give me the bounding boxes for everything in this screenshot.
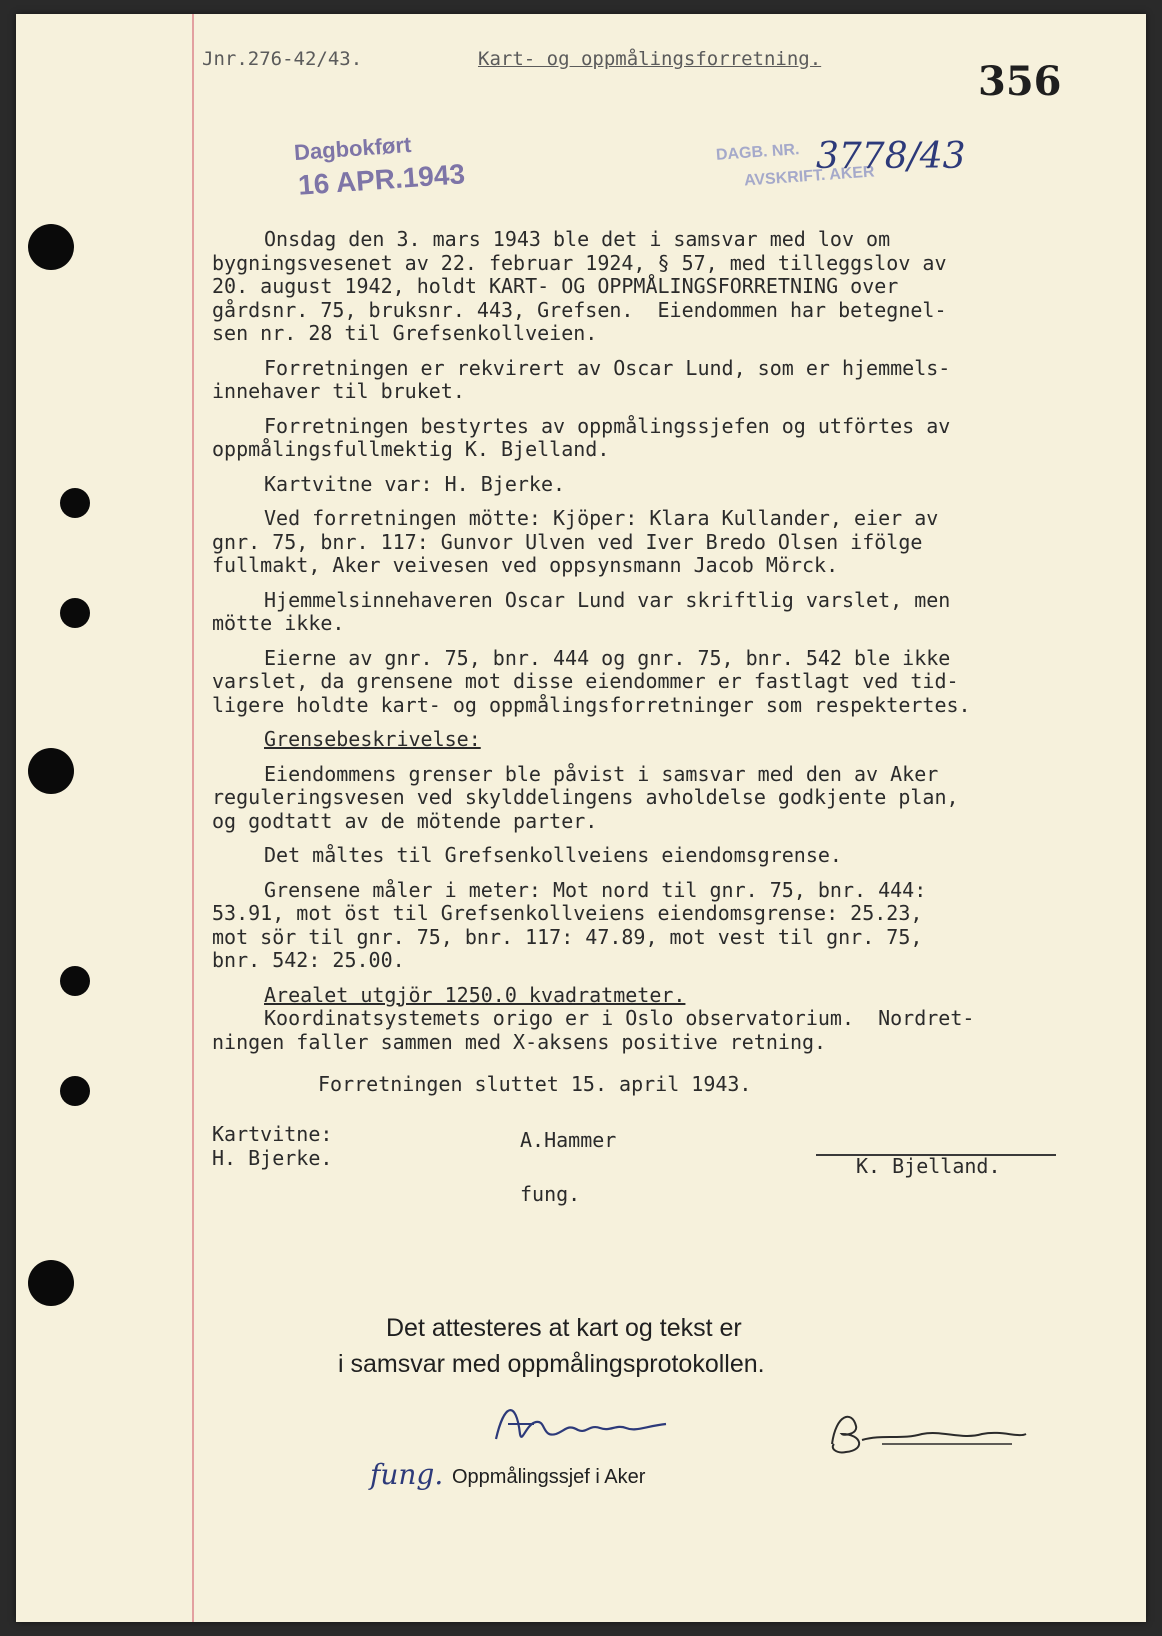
text-line: Eierne av gnr. 75, bnr. 444 og gnr. 75, bnr. 542 ble ikke xyxy=(264,645,951,670)
text-line: gårdsnr. 75, bruksnr. 443, Grefsen. Eiendommen har betegnel- xyxy=(212,297,947,322)
text-line: ligere holdte kart- og oppmålingsforretninger som respektertes. xyxy=(212,692,971,717)
document-title: Kart- og oppmålingsforretning. xyxy=(478,48,822,70)
closing-line: Forretningen sluttet 15. april 1943. xyxy=(318,1072,752,1096)
text-line: Ved forretningen mötte: Kjöper: Klara Kullander, eier av xyxy=(264,506,939,530)
witness-label: Kartvitne: xyxy=(212,1122,333,1146)
handwritten-dagb-number: 3778/43 xyxy=(816,136,966,177)
punch-hole xyxy=(60,1076,90,1106)
document-body xyxy=(212,228,1112,1054)
hammer-title: fung. xyxy=(520,1182,581,1206)
dagbokfort-stamp-label: Dagbokført xyxy=(293,131,413,166)
avskrift-stamp: AVSKRIFT. AKER xyxy=(743,163,876,190)
bjelland-name: K. Bjelland. xyxy=(856,1154,1001,1178)
margin-rule xyxy=(192,14,194,1622)
document-page xyxy=(16,14,1146,1622)
text-line: Koordinatsystemets origo er i Oslo observatorium. Nordret- xyxy=(264,1006,975,1030)
text-line: oppmålingsfullmektig K. Bjelland. xyxy=(212,437,610,461)
text-line: reguleringsvesen ved skylddelingens avholdelse godkjente plan, xyxy=(212,785,959,809)
hammer-name: A.Hammer xyxy=(520,1128,617,1152)
text-line: 20. august 1942, holdt KART- OG OPPMÅLINGSFORRETNING over xyxy=(212,274,899,298)
journal-number: Jnr.276-42/43. xyxy=(202,48,363,70)
certification-line-2: i samsvar med oppmålingsprotokollen. xyxy=(338,1350,765,1378)
punch-hole xyxy=(28,748,74,794)
text-line: Kartvitne var: H. Bjerke. xyxy=(264,471,566,496)
dagbokfort-stamp-date: 16 APR.1943 xyxy=(297,158,466,201)
section-heading-grensebeskrivelse: Grensebeskrivelse: xyxy=(264,727,481,751)
hammer-signature xyxy=(486,1394,676,1454)
text-line: ningen faller sammen med X-aksens positive retning. xyxy=(212,1029,827,1054)
text-line: Grensene måler i meter: Mot nord til gnr. 75, bnr. 444: xyxy=(264,877,927,902)
punch-hole xyxy=(60,488,90,518)
punch-hole xyxy=(28,1260,74,1306)
certification-title: Oppmålingssjef i Aker xyxy=(452,1466,646,1488)
dagb-stamp-label: DAGB. NR. xyxy=(715,141,801,164)
text-line: Hjemmelsinnehaveren Oscar Lund var skriftlig varslet, men xyxy=(264,587,951,612)
text-line: Eiendommens grenser ble påvist i samsvar med den av Aker xyxy=(264,761,939,786)
text-line: varslet, da grensene mot disse eiendommer er fastlagt ved tid- xyxy=(212,669,959,693)
handwritten-fung: fung. xyxy=(370,1458,444,1491)
punch-hole xyxy=(60,966,90,996)
section-heading-areal: Arealet utgjör 1250.0 kvadratmeter. xyxy=(264,982,686,1007)
text-line: mot sör til gnr. 75, bnr. 117: 47.89, mot vest til gnr. 75, xyxy=(212,924,923,949)
text-line: og godtatt av de mötende parter. xyxy=(212,808,598,833)
text-line: bnr. 542: 25.00. xyxy=(212,948,405,972)
text-line: mötte ikke. xyxy=(212,611,345,635)
text-line: gnr. 75, bnr. 117: Gunvor Ulven ved Iver Bredo Olsen ifölge xyxy=(212,529,923,554)
text-line: Forretningen bestyrtes av oppmålingssjefen og utförtes av xyxy=(264,413,951,438)
text-line: innehaver til bruket. xyxy=(212,379,465,403)
text-line: Det måltes til Grefsenkollveiens eiendomsgrense. xyxy=(264,843,842,867)
witness-name: H. Bjerke. xyxy=(212,1146,333,1170)
text-line: bygningsvesenet av 22. februar 1924, § 57, med tilleggslov av xyxy=(212,250,947,275)
punch-hole xyxy=(28,224,74,270)
text-line: Onsdag den 3. mars 1943 ble det i samsvar med lov om xyxy=(264,227,891,251)
text-line: fullmakt, Aker veivesen ved oppsynsmann Jacob Mörck. xyxy=(212,553,839,577)
text-line: 53.91, mot öst til Grefsenkollveiens eiendomsgrense: 25.23, xyxy=(212,901,923,925)
page-number: 356 xyxy=(978,58,1062,105)
punch-hole xyxy=(60,598,90,628)
text-line: sen nr. 28 til Grefsenkollveien. xyxy=(212,321,598,345)
bjelland-signature xyxy=(822,1404,1032,1464)
certification-line-1: Det attesteres at kart og tekst er xyxy=(386,1314,742,1342)
text-line: Forretningen er rekvirert av Oscar Lund, som er hjemmels- xyxy=(264,355,951,380)
